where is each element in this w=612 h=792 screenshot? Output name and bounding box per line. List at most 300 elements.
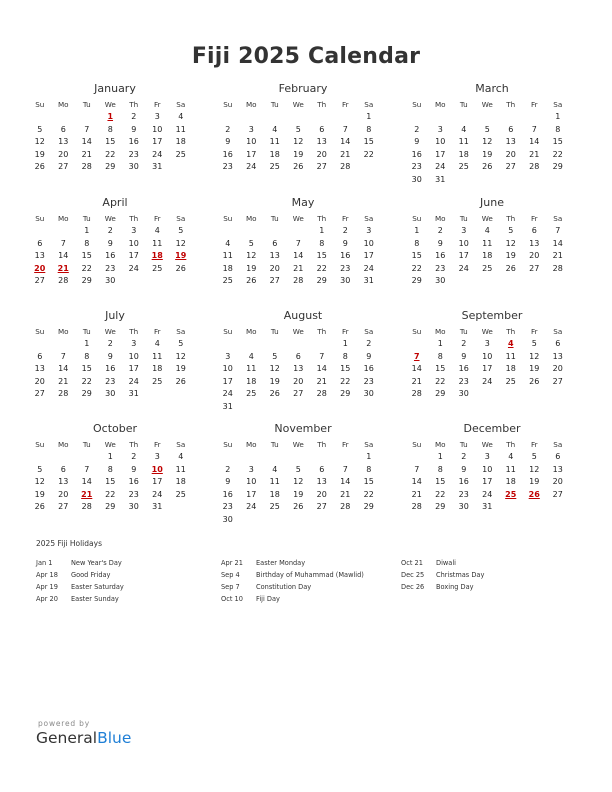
empty-cell: [452, 111, 476, 124]
month-october: [36, 422, 200, 514]
day-cell: 7: [319, 351, 325, 361]
day-cell: 2: [342, 226, 348, 235]
day-cell: 20: [34, 376, 45, 386]
empty-cell: [28, 451, 52, 464]
day-cell: 26: [175, 376, 186, 386]
empty-cell: [310, 451, 334, 464]
month-grid: [216, 325, 388, 413]
empty-cell: [429, 111, 453, 124]
month-grid: [216, 212, 388, 288]
day-cell: 27: [34, 389, 45, 398]
empty-cell: [499, 501, 523, 514]
day-cell: 22: [552, 149, 563, 159]
day-cell: 9: [131, 124, 137, 134]
generalblue-logo[interactable]: [36, 729, 131, 747]
empty-cell: [405, 338, 429, 351]
weekday-label: Fr: [530, 440, 538, 449]
day-cell: 6: [37, 351, 43, 361]
weekday-label: Fr: [341, 100, 349, 109]
day-cell: 22: [435, 489, 446, 499]
day-cell: 28: [81, 502, 92, 511]
weekday-label: Fr: [341, 440, 349, 449]
day-cell: 10: [128, 238, 139, 248]
day-cell: 29: [105, 502, 116, 511]
day-cell: 8: [555, 124, 561, 134]
day-cell: 15: [411, 251, 422, 260]
day-cell: 4: [154, 226, 160, 235]
day-cell: 28: [340, 162, 351, 171]
empty-cell: [240, 514, 264, 527]
holiday-day-cell: 4: [507, 339, 514, 348]
day-cell: 13: [316, 477, 327, 486]
day-cell: 29: [411, 276, 422, 285]
day-cell: 28: [316, 389, 327, 398]
day-cell: 26: [34, 502, 45, 511]
day-cell: 11: [269, 137, 280, 146]
empty-cell: [357, 161, 381, 174]
day-cell: 7: [342, 464, 348, 474]
day-cell: 24: [152, 489, 163, 499]
day-cell: 10: [363, 238, 374, 248]
day-cell: 13: [58, 477, 69, 486]
day-cell: 19: [246, 263, 257, 273]
weekday-label: Sa: [553, 100, 563, 109]
weekday-label: Mo: [245, 100, 257, 109]
day-cell: 8: [414, 238, 420, 248]
holiday-name: Boxing Day: [436, 583, 474, 591]
day-cell: 30: [128, 502, 139, 511]
weekday-label: Su: [412, 100, 422, 109]
day-cell: 22: [105, 489, 116, 499]
weekday-label: Fr: [153, 440, 161, 449]
day-cell: 19: [529, 477, 540, 486]
day-cell: 3: [131, 226, 137, 235]
month-name: November: [274, 422, 332, 435]
weekday-label: We: [104, 327, 116, 336]
day-cell: 2: [437, 226, 443, 235]
day-cell: 6: [555, 339, 561, 348]
holiday-item: [221, 557, 406, 569]
day-cell: 12: [293, 137, 304, 146]
day-cell: 15: [363, 477, 374, 486]
weekday-label: Tu: [270, 327, 279, 336]
weekday-label: Sa: [364, 100, 374, 109]
day-cell: 10: [246, 137, 257, 146]
month-name: July: [105, 309, 125, 322]
day-cell: 30: [363, 389, 374, 398]
weekday-label: Su: [35, 327, 45, 336]
holiday-name: Constitution Day: [256, 583, 312, 591]
day-cell: 23: [128, 149, 139, 159]
holiday-date: Sep 4: [221, 571, 240, 579]
weekday-label: Th: [129, 214, 139, 223]
day-cell: 26: [175, 263, 186, 273]
weekday-label: Fr: [153, 214, 161, 223]
day-cell: 8: [107, 464, 113, 474]
day-cell: 10: [458, 238, 469, 248]
weekday-label: We: [292, 440, 304, 449]
empty-cell: [334, 514, 358, 527]
day-cell: 25: [175, 489, 186, 499]
day-cell: 16: [222, 489, 233, 499]
day-cell: 26: [34, 162, 45, 171]
weekday-label: Mo: [434, 214, 446, 223]
day-cell: 3: [154, 112, 160, 121]
weekday-label: Su: [223, 440, 233, 449]
day-cell: 19: [505, 251, 516, 260]
weekday-label: Th: [506, 327, 516, 336]
day-cell: 2: [225, 464, 231, 474]
holiday-name: Easter Sunday: [71, 595, 119, 603]
day-cell: 12: [175, 351, 186, 361]
weekday-label: We: [292, 100, 304, 109]
day-cell: 31: [222, 401, 233, 411]
weekday-label: Tu: [270, 440, 279, 449]
day-cell: 21: [411, 376, 422, 386]
day-cell: 25: [152, 376, 163, 386]
day-cell: 12: [529, 464, 540, 474]
day-cell: 5: [37, 464, 43, 474]
day-cell: 13: [529, 238, 540, 248]
day-cell: 3: [248, 124, 254, 134]
weekday-label: Mo: [57, 327, 69, 336]
day-cell: 6: [555, 452, 561, 461]
day-cell: 2: [131, 452, 137, 461]
holiday-item: [36, 557, 221, 569]
day-cell: 11: [505, 351, 516, 361]
empty-cell: [499, 388, 523, 401]
weekday-label: Tu: [459, 100, 468, 109]
empty-cell: [216, 451, 240, 464]
day-cell: 14: [411, 477, 422, 486]
day-cell: 20: [552, 477, 563, 486]
holiday-date: Dec 26: [401, 583, 425, 591]
weekday-label: Tu: [270, 100, 279, 109]
weekday-label: Su: [35, 214, 45, 223]
day-cell: 20: [316, 149, 327, 159]
day-cell: 16: [128, 477, 139, 486]
empty-cell: [287, 225, 311, 238]
day-cell: 30: [340, 276, 351, 285]
day-cell: 1: [437, 452, 443, 461]
day-cell: 25: [269, 502, 280, 511]
day-cell: 8: [366, 464, 372, 474]
weekday-label: Tu: [459, 327, 468, 336]
empty-cell: [310, 401, 334, 414]
day-cell: 23: [222, 502, 233, 511]
weekday-label: Su: [223, 327, 233, 336]
day-cell: 12: [529, 351, 540, 361]
day-cell: 16: [128, 137, 139, 146]
day-cell: 8: [437, 351, 443, 361]
day-cell: 2: [414, 124, 420, 134]
day-cell: 8: [84, 351, 90, 361]
day-cell: 5: [295, 464, 301, 474]
weekday-label: Su: [223, 100, 233, 109]
weekday-label: Tu: [82, 327, 91, 336]
day-cell: 5: [272, 351, 278, 361]
day-cell: 29: [363, 502, 374, 511]
weekday-label: We: [292, 214, 304, 223]
day-cell: 23: [128, 489, 139, 499]
day-cell: 29: [81, 276, 92, 285]
day-cell: 27: [529, 263, 540, 273]
day-cell: 15: [316, 251, 327, 260]
day-cell: 21: [340, 489, 351, 499]
day-cell: 18: [222, 263, 233, 273]
day-cell: 22: [411, 263, 422, 273]
holiday-day-cell: 1: [107, 112, 114, 121]
holiday-name: Easter Monday: [256, 559, 306, 567]
day-cell: 24: [482, 376, 493, 386]
day-cell: 27: [58, 502, 69, 511]
day-cell: 17: [222, 376, 233, 386]
day-cell: 14: [340, 477, 351, 486]
holiday-day-cell: 10: [151, 464, 163, 474]
day-cell: 27: [316, 162, 327, 171]
day-cell: 8: [319, 238, 325, 248]
day-cell: 24: [246, 502, 257, 511]
day-cell: 16: [222, 149, 233, 159]
powered-by-text: powered by: [38, 719, 90, 728]
holiday-date: Apr 19: [36, 583, 58, 591]
holidays-heading: 2025 Fiji Holidays: [36, 539, 102, 548]
day-cell: 7: [60, 351, 66, 361]
day-cell: 5: [531, 452, 537, 461]
weekday-label: Su: [412, 440, 422, 449]
day-cell: 27: [552, 489, 563, 499]
day-cell: 14: [340, 137, 351, 146]
day-cell: 28: [340, 502, 351, 511]
day-cell: 29: [435, 389, 446, 398]
weekday-label: Su: [412, 327, 422, 336]
month-january: [36, 82, 200, 174]
day-cell: 14: [81, 137, 92, 146]
month-grid: [405, 212, 577, 288]
day-cell: 13: [552, 464, 563, 474]
day-cell: 18: [175, 477, 186, 486]
holiday-day-cell: 25: [505, 489, 517, 499]
day-cell: 9: [107, 238, 113, 248]
day-cell: 25: [269, 162, 280, 171]
day-cell: 5: [37, 124, 43, 134]
day-cell: 31: [482, 502, 493, 511]
holiday-item: [36, 581, 221, 593]
day-cell: 4: [178, 452, 184, 461]
weekday-label: Sa: [553, 327, 563, 336]
empty-cell: [240, 225, 264, 238]
day-cell: 18: [269, 489, 280, 499]
day-cell: 19: [269, 376, 280, 386]
month-grid: [28, 212, 200, 288]
empty-cell: [52, 451, 76, 464]
day-cell: 6: [531, 226, 537, 235]
empty-cell: [405, 111, 429, 124]
empty-cell: [75, 451, 99, 464]
holiday-date: Sep 7: [221, 583, 240, 591]
day-cell: 4: [272, 464, 278, 474]
empty-cell: [263, 338, 287, 351]
day-cell: 24: [246, 162, 257, 171]
day-cell: 27: [269, 276, 280, 285]
day-cell: 29: [81, 389, 92, 398]
day-cell: 1: [414, 226, 420, 235]
day-cell: 16: [340, 251, 351, 260]
day-cell: 3: [225, 351, 231, 361]
day-cell: 16: [363, 364, 374, 373]
day-cell: 13: [269, 251, 280, 260]
day-cell: 13: [552, 351, 563, 361]
day-cell: 3: [484, 339, 490, 348]
day-cell: 3: [461, 226, 467, 235]
day-cell: 9: [342, 238, 348, 248]
empty-cell: [263, 514, 287, 527]
day-cell: 31: [435, 174, 446, 184]
day-cell: 13: [34, 364, 45, 373]
day-cell: 6: [295, 351, 301, 361]
day-cell: 2: [461, 452, 467, 461]
day-cell: 9: [461, 464, 467, 474]
day-cell: 23: [105, 376, 116, 386]
weekday-label: Fr: [153, 327, 161, 336]
day-cell: 5: [178, 339, 184, 348]
empty-cell: [523, 174, 547, 187]
weekday-label: Tu: [82, 214, 91, 223]
weekday-label: Fr: [153, 100, 161, 109]
weekday-label: Th: [317, 100, 327, 109]
empty-cell: [216, 111, 240, 124]
day-cell: 26: [269, 389, 280, 398]
day-cell: 28: [293, 276, 304, 285]
day-cell: 31: [363, 276, 374, 285]
day-cell: 22: [81, 376, 92, 386]
day-cell: 24: [435, 162, 446, 171]
day-cell: 26: [246, 276, 257, 285]
weekday-label: We: [481, 327, 493, 336]
day-cell: 7: [342, 124, 348, 134]
day-cell: 28: [81, 162, 92, 171]
day-cell: 27: [58, 162, 69, 171]
empty-cell: [146, 275, 170, 288]
day-cell: 1: [319, 226, 325, 235]
day-cell: 14: [316, 364, 327, 373]
day-cell: 17: [363, 251, 374, 260]
weekday-label: Sa: [364, 327, 374, 336]
day-cell: 14: [529, 137, 540, 146]
day-cell: 27: [34, 276, 45, 285]
day-cell: 18: [458, 149, 469, 159]
day-cell: 15: [435, 364, 446, 373]
day-cell: 16: [458, 477, 469, 486]
empty-cell: [287, 338, 311, 351]
day-cell: 18: [152, 364, 163, 373]
day-cell: 25: [246, 389, 257, 398]
day-cell: 14: [58, 251, 69, 260]
day-cell: 6: [60, 464, 66, 474]
day-cell: 10: [246, 477, 257, 486]
day-cell: 5: [295, 124, 301, 134]
day-cell: 30: [222, 514, 233, 524]
logo-text-blue: Blue: [97, 729, 132, 747]
day-cell: 29: [105, 162, 116, 171]
month-grid: [405, 98, 577, 186]
empty-cell: [287, 401, 311, 414]
day-cell: 19: [529, 364, 540, 373]
day-cell: 19: [293, 149, 304, 159]
empty-cell: [287, 514, 311, 527]
day-cell: 30: [435, 276, 446, 285]
day-cell: 10: [222, 364, 233, 373]
month-grid: [405, 438, 577, 514]
weekday-label: We: [104, 100, 116, 109]
day-cell: 11: [175, 124, 186, 134]
day-cell: 17: [128, 251, 139, 260]
weekday-label: Th: [317, 440, 327, 449]
day-cell: 23: [458, 489, 469, 499]
day-cell: 8: [107, 124, 113, 134]
day-cell: 13: [293, 364, 304, 373]
empty-cell: [263, 451, 287, 464]
month-july: [36, 309, 200, 401]
empty-cell: [169, 501, 193, 514]
day-cell: 5: [484, 124, 490, 134]
day-cell: 20: [58, 149, 69, 159]
month-grid: [216, 438, 388, 526]
day-cell: 28: [58, 276, 69, 285]
day-cell: 11: [482, 238, 493, 248]
day-cell: 10: [128, 351, 139, 361]
day-cell: 14: [552, 238, 563, 248]
day-cell: 30: [128, 162, 139, 171]
day-cell: 1: [84, 226, 90, 235]
day-cell: 21: [411, 489, 422, 499]
holiday-column: [36, 557, 221, 605]
month-april: [36, 196, 200, 288]
day-cell: 13: [505, 137, 516, 146]
empty-cell: [310, 514, 334, 527]
month-march: [413, 82, 577, 186]
day-cell: 27: [552, 376, 563, 386]
empty-cell: [52, 111, 76, 124]
empty-cell: [310, 111, 334, 124]
month-grid: [405, 325, 577, 401]
day-cell: 29: [435, 502, 446, 511]
holiday-item: [221, 593, 406, 605]
day-cell: 1: [366, 452, 372, 461]
weekday-label: Th: [506, 214, 516, 223]
holiday-date: Oct 21: [401, 559, 423, 567]
day-cell: 8: [84, 238, 90, 248]
month-name: March: [475, 82, 509, 95]
weekday-label: Tu: [82, 440, 91, 449]
day-cell: 7: [84, 464, 90, 474]
day-cell: 26: [505, 263, 516, 273]
day-cell: 5: [178, 226, 184, 235]
empty-cell: [169, 161, 193, 174]
month-grid: [28, 98, 200, 174]
day-cell: 6: [272, 238, 278, 248]
empty-cell: [240, 401, 264, 414]
weekday-label: Th: [129, 327, 139, 336]
day-cell: 22: [340, 376, 351, 386]
day-cell: 17: [246, 149, 257, 159]
empty-cell: [546, 388, 570, 401]
day-cell: 30: [105, 389, 116, 398]
holiday-day-cell: 21: [57, 263, 69, 273]
weekday-label: Mo: [434, 100, 446, 109]
weekday-label: Sa: [553, 440, 563, 449]
day-cell: 13: [316, 137, 327, 146]
